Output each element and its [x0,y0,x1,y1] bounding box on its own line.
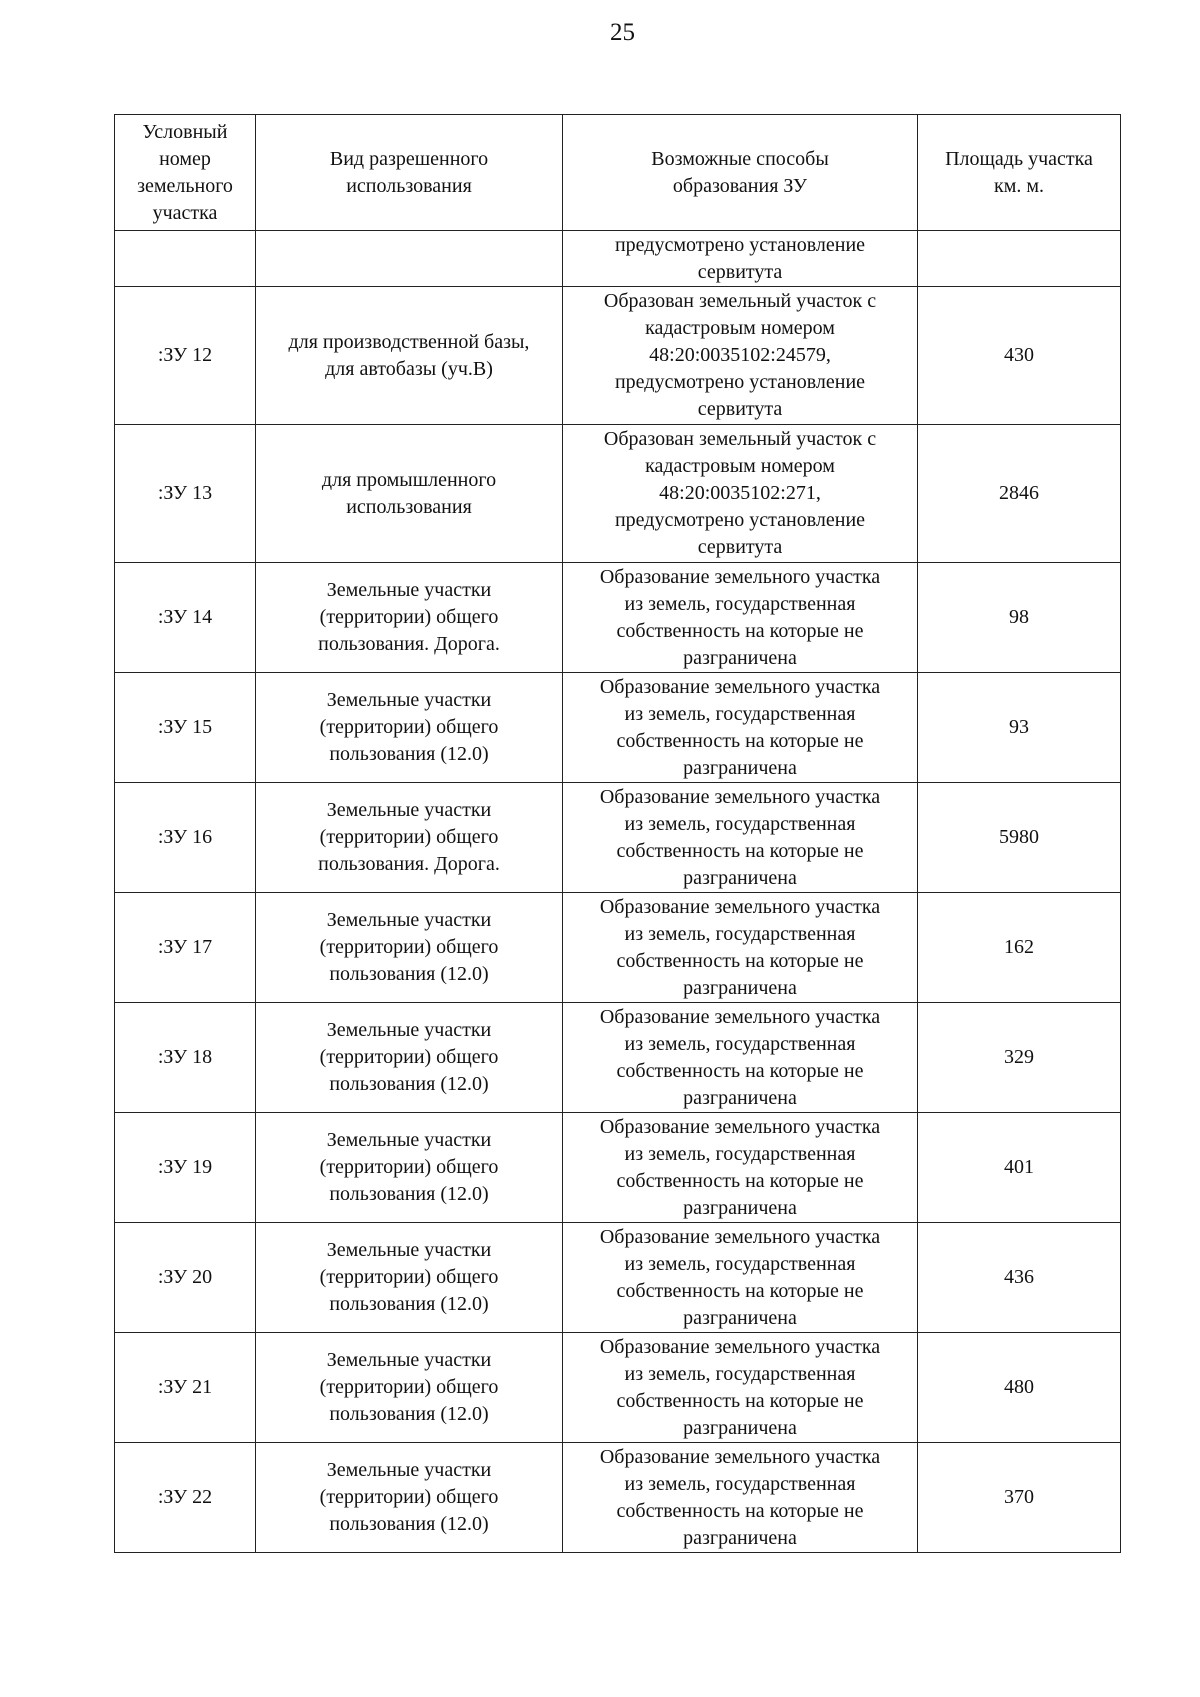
table-row-continuation [115,231,1121,287]
cell-permitted-use: Земельные участки (территории) общего пользования (12.0) [256,673,563,783]
table-row [115,425,1121,563]
table-header-row [115,115,1121,231]
cell-plot-number: :ЗУ 14 [115,563,256,673]
table-row [115,1333,1121,1443]
cell-permitted-use [256,231,563,287]
cell-formation-method: Образование земельного участка из земель, государственная собственность на которые не разграничена [563,673,918,783]
cell-permitted-use: Земельные участки (территории) общего пользования. Дорога. [256,563,563,673]
header-permitted-use: Вид разрешенного использования [256,115,563,231]
table-row [115,1113,1121,1223]
table-row [115,287,1121,425]
cell-plot-area: 480 [918,1333,1121,1443]
cell-plot-number: :ЗУ 13 [115,425,256,563]
table-row [115,893,1121,1003]
cell-formation-method: Образование земельного участка из земель, государственная собственность на которые не разграничена [563,893,918,1003]
table-row [115,563,1121,673]
cell-plot-number: :ЗУ 17 [115,893,256,1003]
cell-plot-area: 370 [918,1443,1121,1553]
cell-plot-number: :ЗУ 12 [115,287,256,425]
cell-plot-area: 162 [918,893,1121,1003]
header-plot-number: Условный номер земельного участка [115,115,256,231]
cell-permitted-use: Земельные участки (территории) общего пользования (12.0) [256,1003,563,1113]
cell-plot-number: :ЗУ 20 [115,1223,256,1333]
land-plots-table [114,114,1121,1553]
cell-plot-number: :ЗУ 16 [115,783,256,893]
cell-formation-method: Образован земельный участок с кадастровым номером 48:20:0035102:271, предусмотрено установление сервитута [563,425,918,563]
cell-plot-number: :ЗУ 18 [115,1003,256,1113]
cell-permitted-use: Земельные участки (территории) общего пользования (12.0) [256,1443,563,1553]
cell-permitted-use: для производственной базы, для автобазы (уч.В) [256,287,563,425]
cell-plot-area: 5980 [918,783,1121,893]
cell-plot-area: 401 [918,1113,1121,1223]
cell-formation-method: Образование земельного участка из земель, государственная собственность на которые не разграничена [563,1443,918,1553]
table-row [115,673,1121,783]
cell-plot-number: :ЗУ 15 [115,673,256,783]
cell-permitted-use: Земельные участки (территории) общего пользования (12.0) [256,893,563,1003]
header-formation-methods: Возможные способы образования ЗУ [563,115,918,231]
cell-formation-method: Образование земельного участка из земель, государственная собственность на которые не разграничена [563,783,918,893]
cell-formation-method: Образование земельного участка из земель, государственная собственность на которые не разграничена [563,1223,918,1333]
cell-plot-number: :ЗУ 22 [115,1443,256,1553]
cell-formation-method: Образование земельного участка из земель, государственная собственность на которые не разграничена [563,1333,918,1443]
page-number: 25 [610,19,635,46]
cell-plot-area: 436 [918,1223,1121,1333]
cell-formation-method: Образование земельного участка из земель, государственная собственность на которые не разграничена [563,1113,918,1223]
cell-formation-method: Образование земельного участка из земель, государственная собственность на которые не разграничена [563,1003,918,1113]
cell-plot-area: 430 [918,287,1121,425]
cell-formation-method: предусмотрено установление сервитута [563,231,918,287]
cell-plot-area: 2846 [918,425,1121,563]
cell-plot-number: :ЗУ 19 [115,1113,256,1223]
cell-plot-area: 93 [918,673,1121,783]
table-row [115,1443,1121,1553]
table-row [115,783,1121,893]
cell-formation-method: Образован земельный участок с кадастровым номером 48:20:0035102:24579, предусмотрено установление сервитута [563,287,918,425]
cell-plot-area [918,231,1121,287]
cell-plot-number [115,231,256,287]
header-plot-area: Площадь участка км. м. [918,115,1121,231]
cell-plot-area: 98 [918,563,1121,673]
cell-plot-area: 329 [918,1003,1121,1113]
cell-permitted-use: Земельные участки (территории) общего пользования. Дорога. [256,783,563,893]
cell-permitted-use: Земельные участки (территории) общего пользования (12.0) [256,1113,563,1223]
cell-formation-method: Образование земельного участка из земель, государственная собственность на которые не разграничена [563,563,918,673]
cell-permitted-use: для промышленного использования [256,425,563,563]
cell-permitted-use: Земельные участки (территории) общего пользования (12.0) [256,1223,563,1333]
cell-plot-number: :ЗУ 21 [115,1333,256,1443]
table-row [115,1003,1121,1113]
table-row [115,1223,1121,1333]
cell-permitted-use: Земельные участки (территории) общего пользования (12.0) [256,1333,563,1443]
